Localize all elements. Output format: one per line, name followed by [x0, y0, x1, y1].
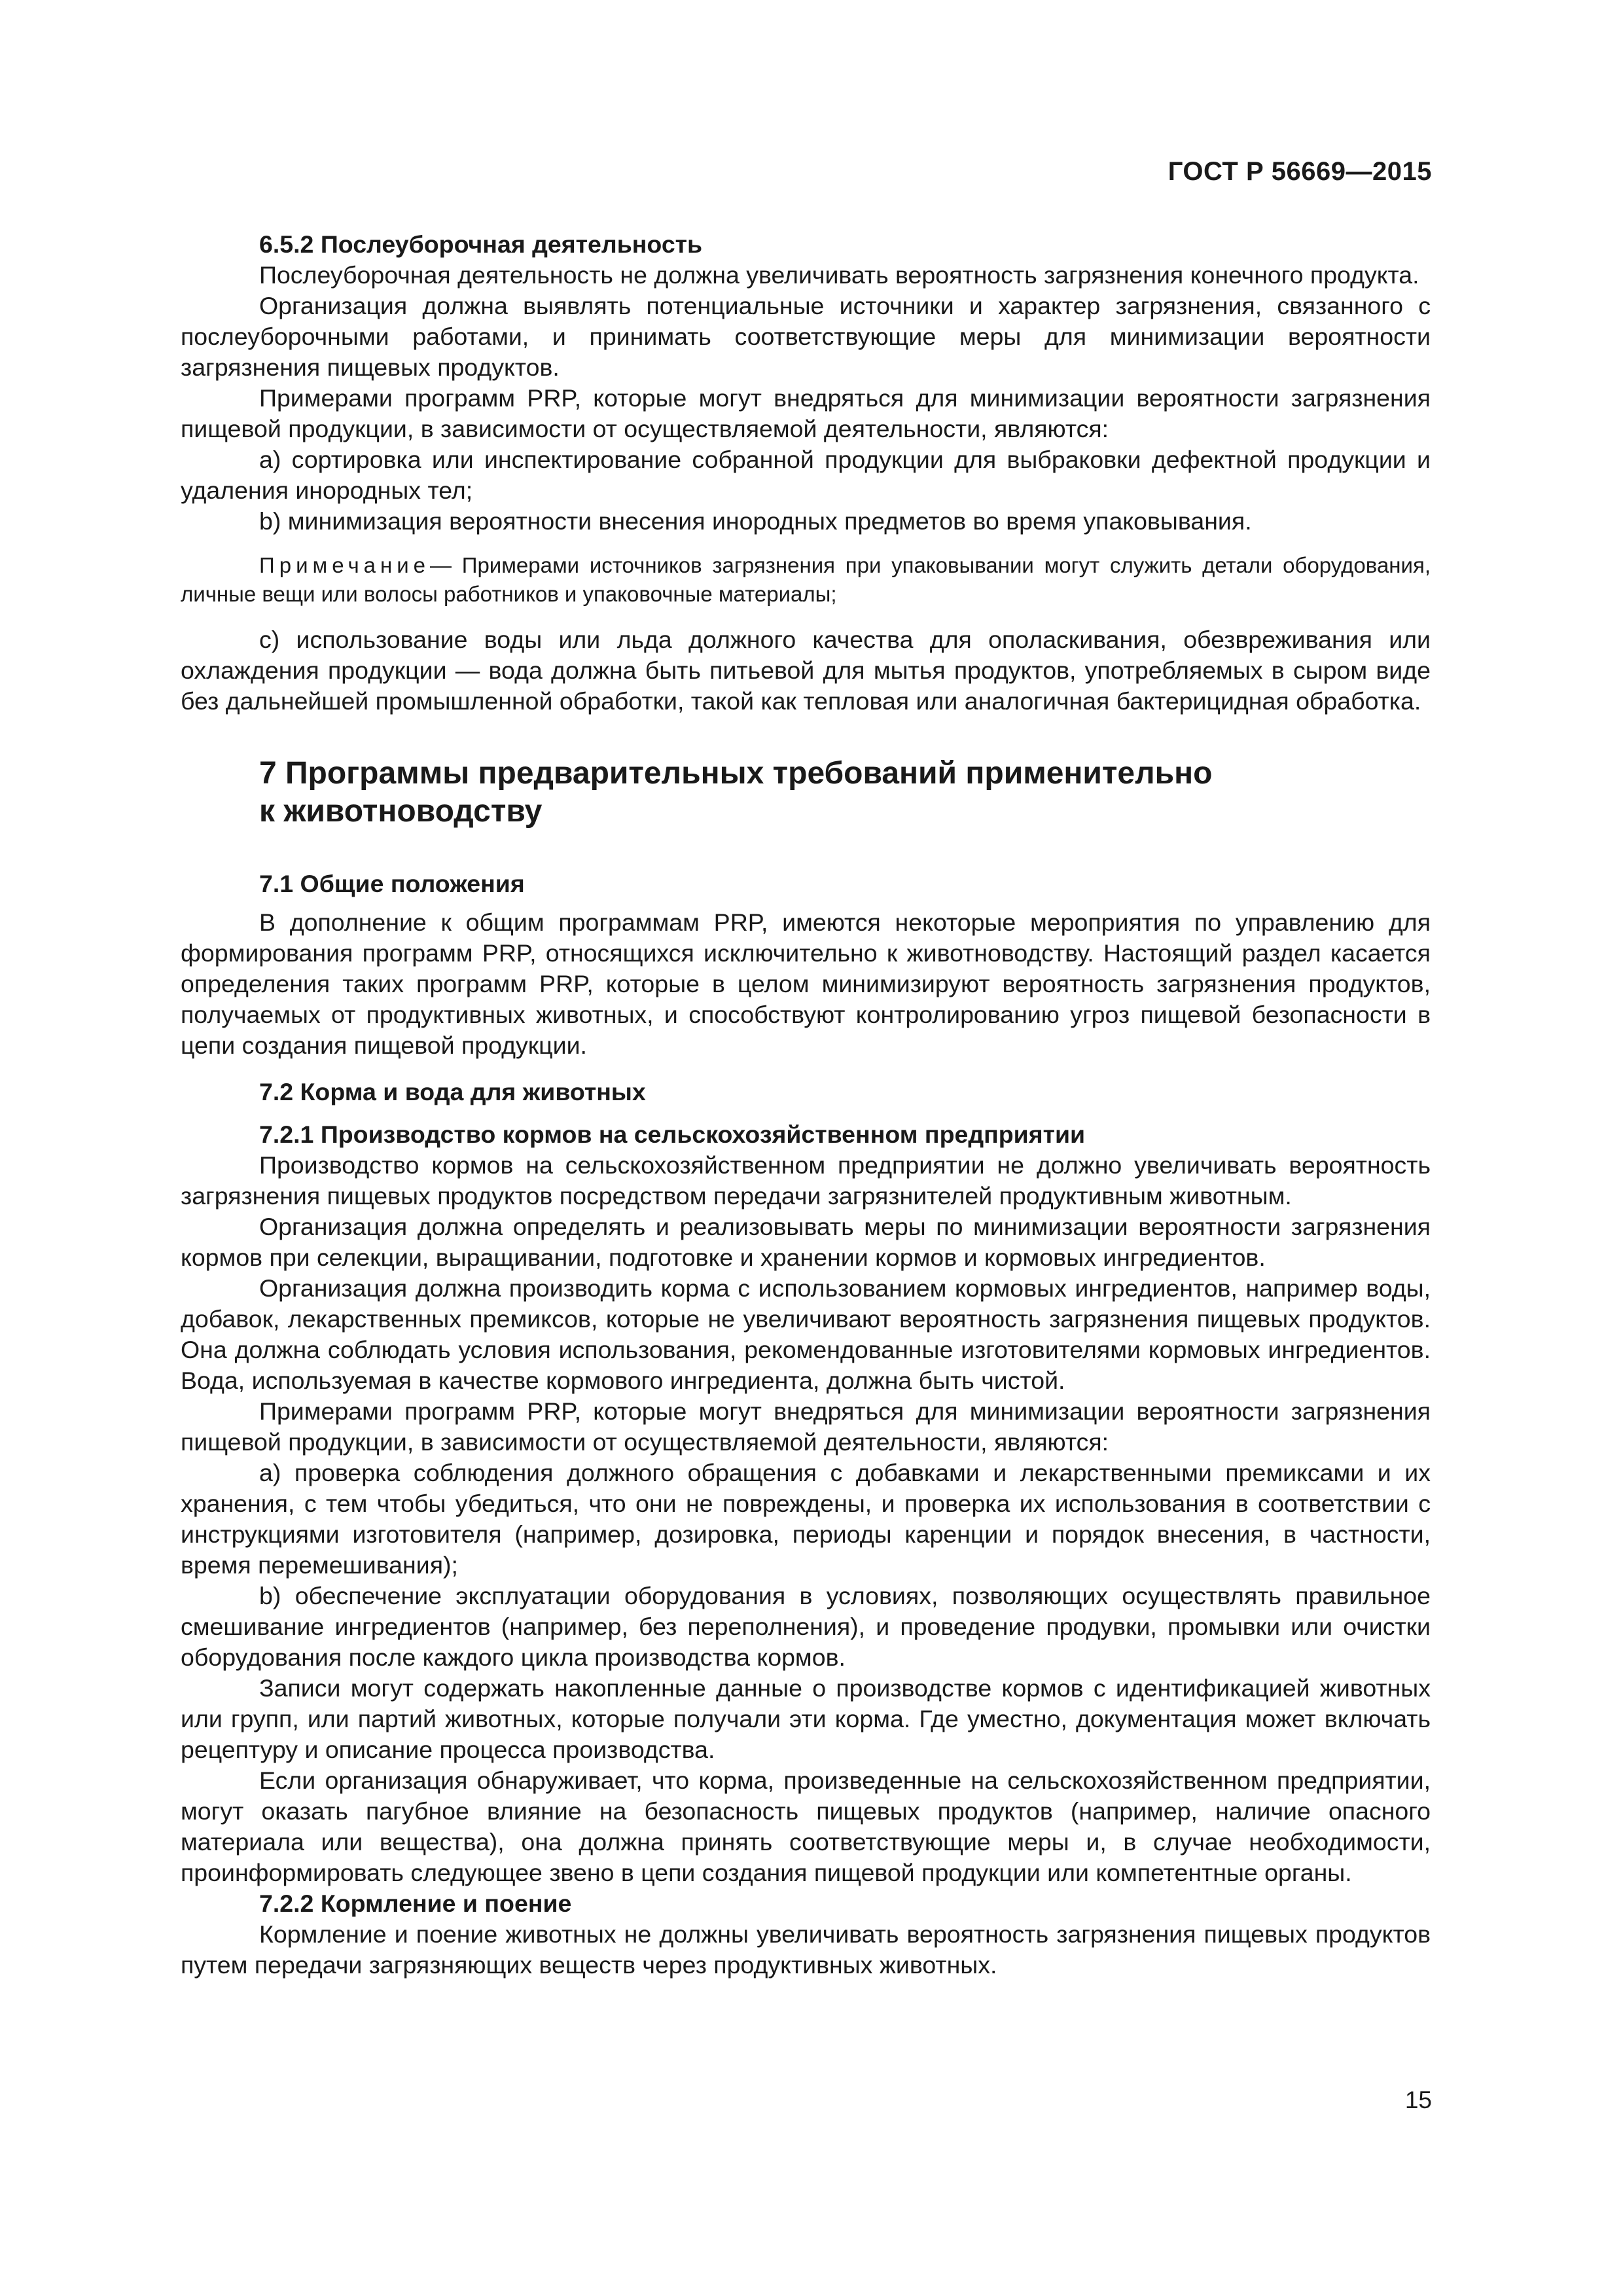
heading-7 — [181, 755, 1431, 831]
paragraph: Организация должна производить корма с использованием кормовых ингредиентов, например воды, добавок, лекарственных премиксов, которые не увеличивают вероятность загрязнения пищевых продуктов. Она должна соблюдать условия использования, рекомендованные изготовителями кормовых ингредиентов. Вода, используемая в качестве кормового ингредиента, должна быть чистой. — [181, 1274, 1431, 1394]
note-text: — Примерами источников загрязнения при упаковывании могут служить детали оборудования, личные вещи или волосы работников и упаковочные материалы; — [181, 553, 1431, 606]
heading-7-line2: к животноводству — [259, 794, 543, 829]
list-item-c: c) использование воды или льда должного качества для ополаскивания, обезвреживания или охлаждения продукции — вода должна быть питьевой для мытья продуктов, употребляемых в сыром виде без дальнейшей промышленной обработки, такой как тепловая или аналогичная бактерицидная обработка. — [181, 626, 1431, 715]
paragraph: Если организация обнаруживает, что корма, произведенные на сельскохозяйственном предприятии, могут оказать пагубное влияние на безопасность пищевых продуктов (например, наличие опасного материала или вещества), она должна принять соответствующие меры и, в случае необходимости, проинформировать следующее звено в цепи создания пищевой продукции или компетентные органы. — [181, 1767, 1431, 1886]
heading-7-line1: 7 Программы предварительных требований применительно — [259, 756, 1213, 791]
paragraph: Производство кормов на сельскохозяйственном предприятии не должно увеличивать вероятность загрязнения пищевых продуктов посредством передачи загрязнителей продуктивным животным. — [181, 1151, 1431, 1210]
list-item-a: a) сортировка или инспектирование собранной продукции для выбраковки дефектной продукции и удаления инородных тел; — [181, 446, 1431, 504]
heading-7-2: 7.2 Корма и вода для животных — [259, 1078, 646, 1105]
list-item-b: b) минимизация вероятности внесения инородных предметов во время упаковывания. — [259, 507, 1252, 535]
heading-7-2-1: 7.2.1 Производство кормов на сельскохозяйственном предприятии — [259, 1121, 1086, 1148]
paragraph: Организация должна определять и реализовывать меры по минимизации вероятности загрязнения кормов при селекции, выращивании, подготовке и хранении кормов и кормовых ингредиентов. — [181, 1213, 1431, 1271]
heading-7-2-2: 7.2.2 Кормление и поение — [259, 1890, 572, 1917]
heading-6-5-2: 6.5.2 Послеуборочная деятельность — [259, 230, 703, 258]
page-content — [181, 229, 1431, 1981]
paragraph: Записи могут содержать накопленные данные о производстве кормов с идентификацией животных или групп, или партий животных, которые получали эти корма. Где уместно, документация может включать рецептуру и описание процесса производства. — [181, 1674, 1431, 1763]
heading-7-1: 7.1 Общие положения — [259, 870, 525, 897]
list-item-b: b) обеспечение эксплуатации оборудования в условиях, позволяющих осуществлять правильное смешивание ингредиентов (например, без переполнения), и проведение продувки, промывки или очистки оборудования после каждого цикла производства кормов. — [181, 1582, 1431, 1671]
paragraph: Организация должна выявлять потенциальные источники и характер загрязнения, связанного с послеуборочными работами, и принимать соответствующие меры для минимизации вероятности загрязнения пищевых продуктов. — [181, 292, 1431, 381]
list-item-a: a) проверка соблюдения должного обращения с добавками и лекарственными премиксами и их хранения, с тем чтобы убедиться, что они не повреждены, и проверка их использования в соответствии с инструкциями изготовителя (например, дозировка, периоды каренции и порядок внесения, в частности, время перемешивания); — [181, 1459, 1431, 1579]
page-number: 15 — [1404, 2087, 1432, 2113]
paragraph: Кормление и поение животных не должны увеличивать вероятность загрязнения пищевых продуктов путем передачи загрязняющих веществ через продуктивных животных. — [181, 1920, 1431, 1979]
paragraph: Послеуборочная деятельность не должна увеличивать вероятность загрязнения конечного продукта. — [259, 261, 1419, 289]
paragraph: Примерами программ PRP, которые могут внедряться для минимизации вероятности загрязнения пищевой продукции, в зависимости от осуществляемой деятельности, являются: — [181, 384, 1431, 442]
paragraph: Примерами программ PRP, которые могут внедряться для минимизации вероятности загрязнения пищевой продукции, в зависимости от осуществляемой деятельности, являются: — [181, 1397, 1431, 1456]
note-label: Примечание — [259, 553, 431, 577]
document-code: ГОСТ Р 56669—2015 — [1168, 157, 1432, 186]
note — [181, 551, 1431, 609]
paragraph: В дополнение к общим программам PRP, имеются некоторые мероприятия по управлению для формирования программ PRP, относящихся исключительно к животноводству. Настоящий раздел касается определения таких программ PRP, которые в целом минимизируют вероятность загрязнения продуктов, получаемых от продуктивных животных, и способствуют контролированию угроз пищевой безопасности в цепи создания пищевой продукции. — [181, 908, 1431, 1059]
